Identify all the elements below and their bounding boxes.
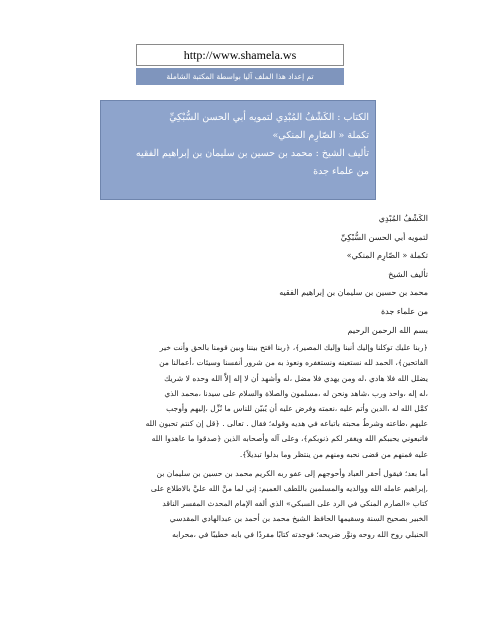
title-line: الكَشْفُ المُبْدِي bbox=[378, 214, 428, 223]
author-origin-line: من علماء جدة bbox=[380, 306, 428, 316]
text-line: الخبير بصحيح السنة وسقيمها الحافظ الشيخ محمد بن أحمد بن عبدالهادي المقدسي bbox=[169, 514, 428, 524]
text-line: الفاتحين﴾، الحمد لله نستعينه ونستغفره ونعوذ به من شرور أنفسنا وسيئات ،أعمالنا من bbox=[159, 358, 428, 368]
generation-notice: تم إعداد هذا الملف آليا بواسطة المكتبة الشاملة bbox=[166, 72, 314, 81]
book-title-line: الكتاب : الكَشْفُ المُبْدِي لتمويه أبي الحسن السُّبْكِيِّ bbox=[169, 112, 369, 123]
basmala-line: بسم الله الرحمن الرحيم bbox=[347, 325, 428, 335]
source-url: http://www.shamela.ws bbox=[183, 48, 297, 62]
text-line: فاتبعوني يحببكم الله ويغفر لكم ذنوبكم﴾، وعلى آله وأصحابه الذين ﴿صدقوا ما عاهدوا الله bbox=[151, 434, 428, 444]
book-subtitle-line: تكملة « الصّارِم المنكي» bbox=[272, 130, 369, 141]
source-url-box bbox=[136, 44, 344, 66]
generation-notice-bar bbox=[136, 68, 344, 85]
subtitle-line: تكملة « الصّارِم المنكي» bbox=[346, 251, 428, 261]
text-line: أما بعد؛ فيقول أحقر العباد وأحوجهم إلى عفو ربه الكريم محمد بن حسين بن سليمان بن bbox=[156, 468, 428, 478]
author-label-line: تأليف الشيخ bbox=[388, 269, 428, 279]
text-line: ،له إله ،واحد ورب ،شاهد ونحن له ،مسلمون والصلاة والسلام على سيدنا ،محمد الذي bbox=[164, 388, 428, 398]
introduction-paragraph bbox=[52, 340, 428, 462]
text-line: ﴿ربنا عليك توكلنا وإليك أنبنا وإليك المصير﴾، ﴿ربنا افتح بيننا وبين قومنا بالحق وأنت خير bbox=[159, 343, 428, 353]
book-author-origin-line: من علماء جدة bbox=[313, 166, 369, 177]
text-line: كمَّل الله له ،الدين وأتم عليه ،نعمته وفرض عليه أن يُبيّن للناس ما نُزِّل ،إليهم وأوجب bbox=[166, 403, 428, 413]
text-line: ,إبراهيم عامله الله ووالديه والمسلمين باللطف العميم: إني لما منَّ الله عليَّ بالاطلاع على bbox=[150, 483, 428, 493]
book-info-box bbox=[100, 100, 376, 200]
title-line: لتمويه أبي الحسن السُّبْكِيِّ bbox=[340, 232, 428, 242]
page-content bbox=[52, 210, 428, 542]
book-author-line: تأليف الشيخ : محمد بن حسين بن سليمان بن إبراهيم الفقيه bbox=[135, 148, 369, 159]
text-line: كتاب «الصارم المنكي في الرد على السبكي» الذي ألفه الإمام المحدث المفسر الناقد bbox=[162, 499, 428, 509]
text-line: الحنبلي روح الله روحه ونوَّر ضريحه؛ فوجدته كتابًا مفردًا في بابه خطيبًا في ،محرابه bbox=[172, 529, 428, 539]
body-paragraph bbox=[52, 466, 428, 542]
text-line: يضلل الله فلا هادي ،له ومن يهدي فلا مضل ،له وأشهد أن لا إله إلاَّ الله وحده لا شريك bbox=[164, 373, 428, 383]
author-name-line: محمد بن حسين بن سليمان بن إبراهيم الفقيه bbox=[279, 288, 428, 298]
text-line: عليه فمنهم من قضى نحبه ومنهم من ينتظر وما بدلوا تبديلاً﴾. bbox=[239, 449, 428, 459]
text-line: عليهم ،طاعته وشرطُ محبته باتباعه في هديه وقوله؛ فقال . تعالى . ﴿قل إن كنتم تحبون الله bbox=[145, 419, 428, 429]
